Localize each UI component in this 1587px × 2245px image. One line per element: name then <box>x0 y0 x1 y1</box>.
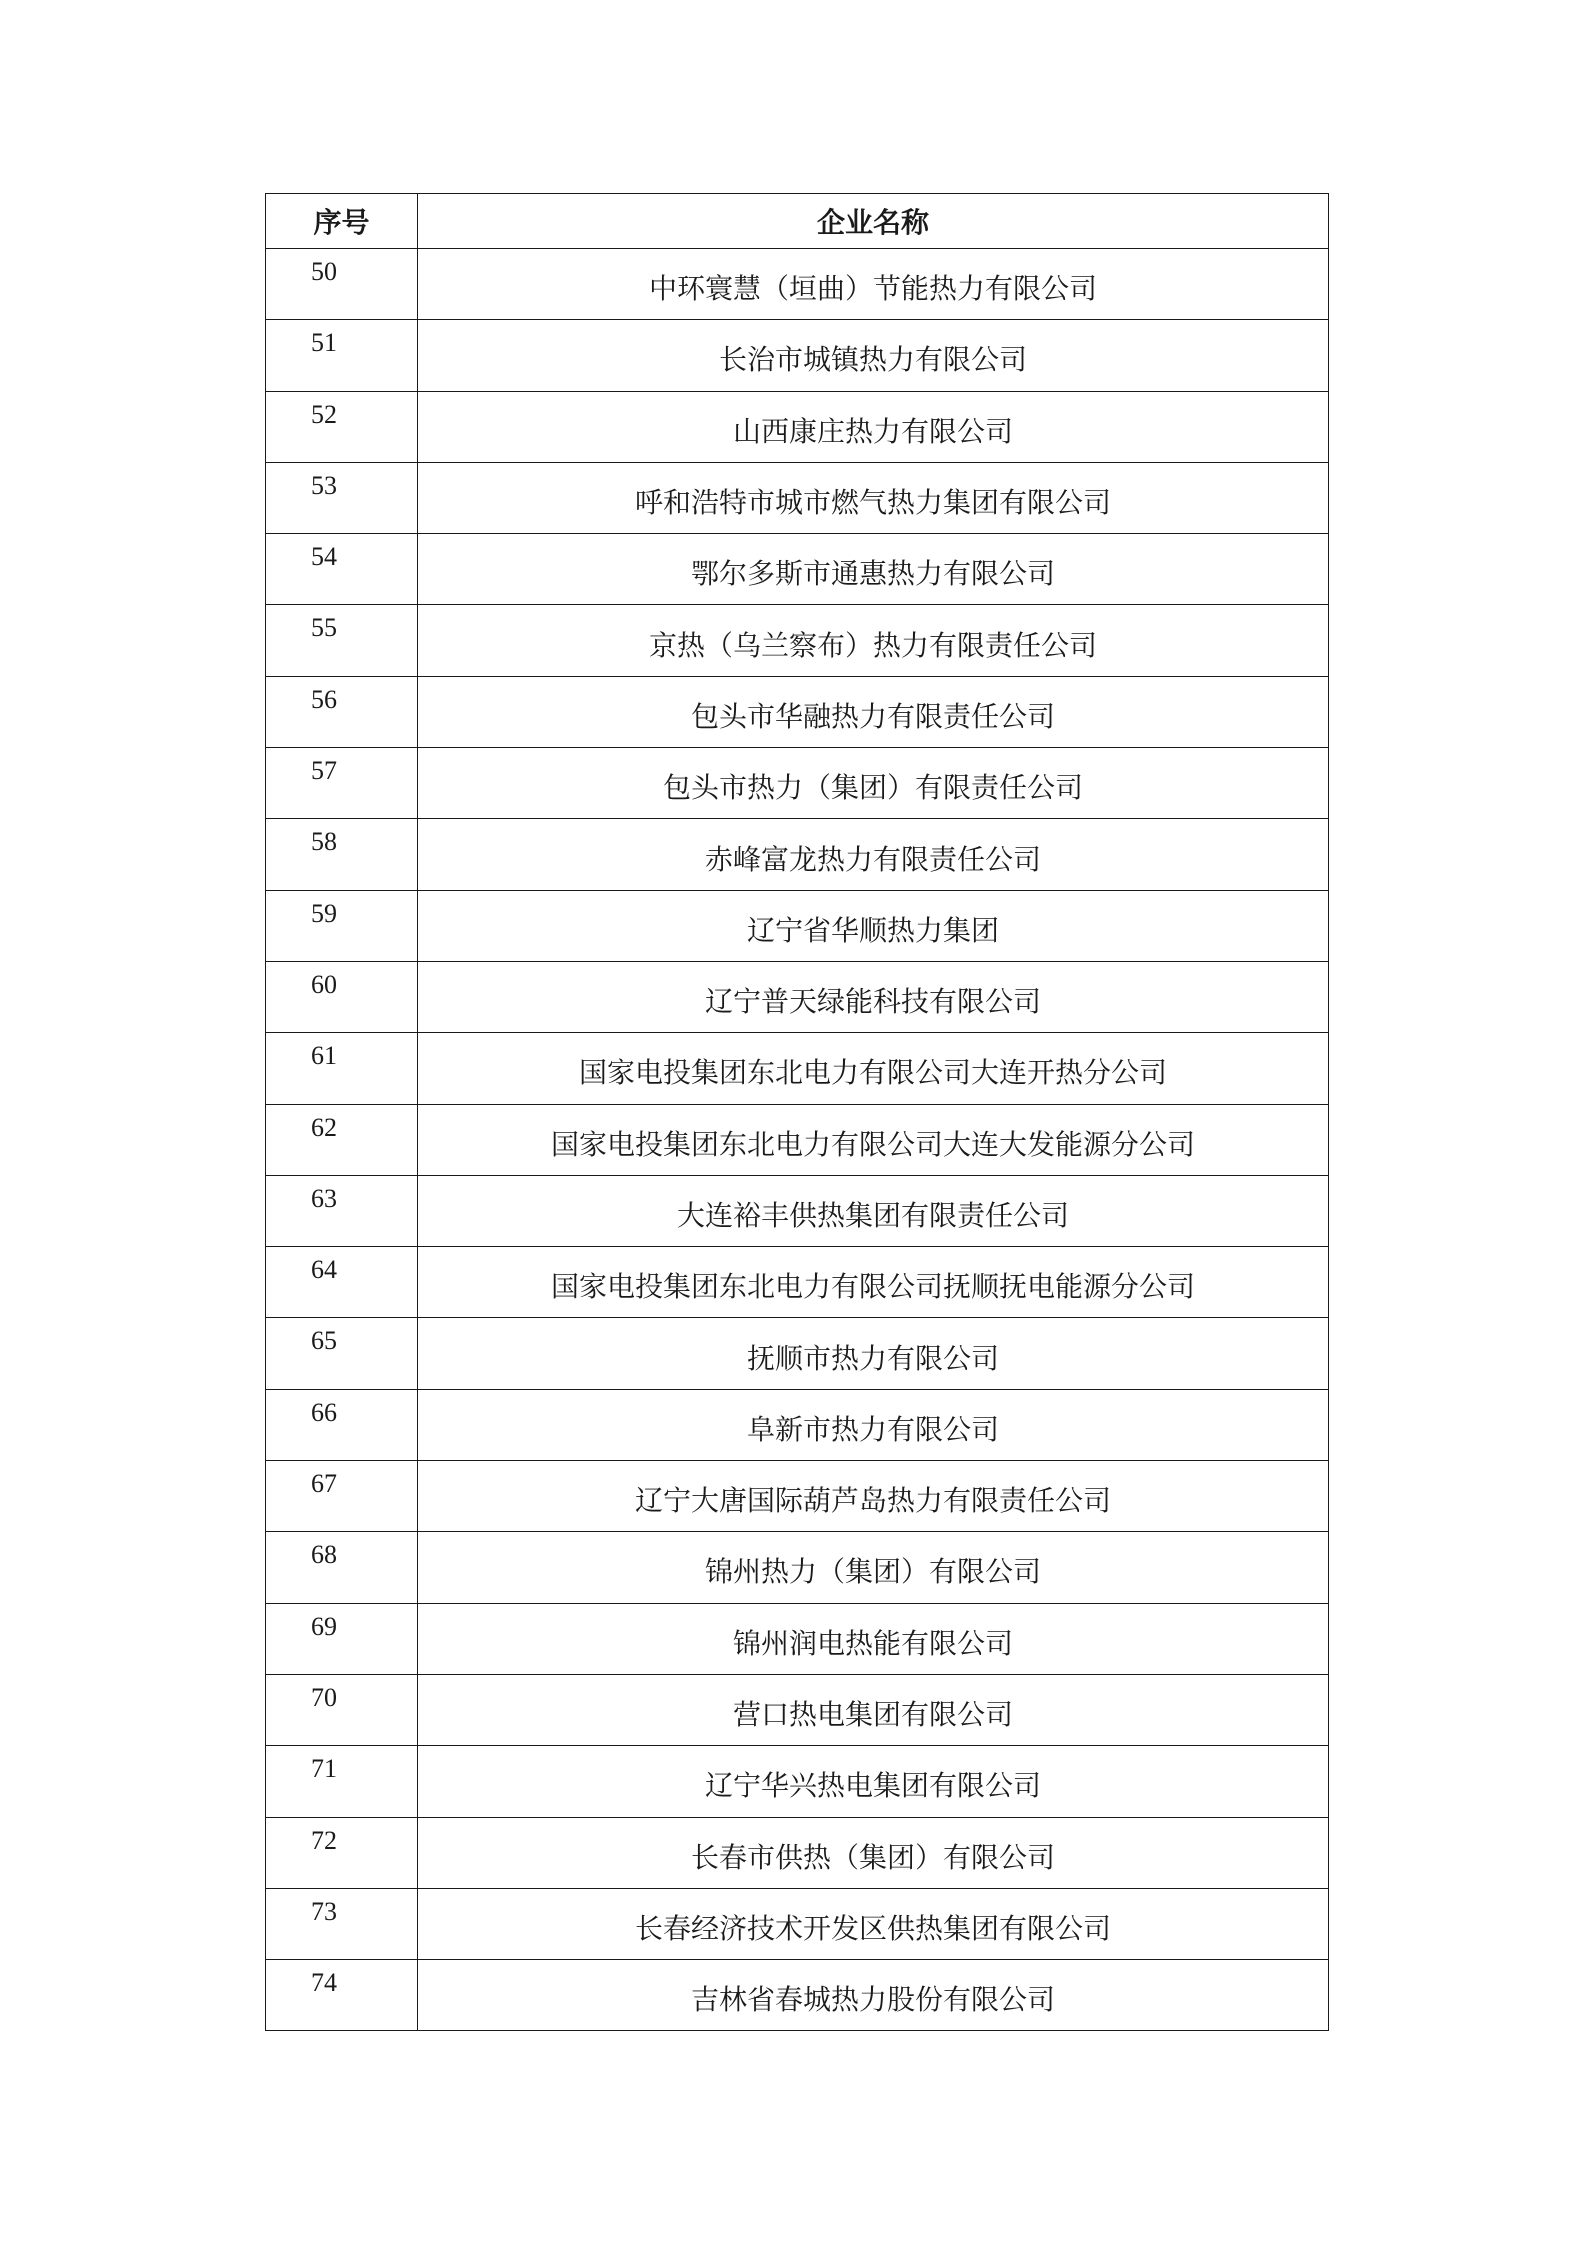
company-name: 包头市热力（集团）有限责任公司 <box>418 748 1329 819</box>
header-row <box>266 194 1329 249</box>
row-index: 52 <box>266 391 418 462</box>
company-name: 赤峰富龙热力有限责任公司 <box>418 819 1329 890</box>
table-body <box>266 249 1329 2031</box>
company-name: 呼和浩特市城市燃气热力集团有限公司 <box>418 462 1329 533</box>
table-row <box>266 1104 1329 1175</box>
company-name: 长治市城镇热力有限公司 <box>418 320 1329 391</box>
table-row <box>266 320 1329 391</box>
table-row <box>266 1960 1329 2031</box>
row-index: 51 <box>266 320 418 391</box>
row-index: 70 <box>266 1674 418 1745</box>
row-index: 74 <box>266 1960 418 2031</box>
table-row <box>266 1318 1329 1389</box>
company-name: 辽宁大唐国际葫芦岛热力有限责任公司 <box>418 1461 1329 1532</box>
table-row <box>266 1674 1329 1745</box>
row-index: 65 <box>266 1318 418 1389</box>
company-name: 京热（乌兰察布）热力有限责任公司 <box>418 605 1329 676</box>
company-name: 国家电投集团东北电力有限公司大连开热分公司 <box>418 1033 1329 1104</box>
company-name: 包头市华融热力有限责任公司 <box>418 676 1329 747</box>
company-name: 辽宁华兴热电集团有限公司 <box>418 1746 1329 1817</box>
table-row <box>266 1746 1329 1817</box>
table-row <box>266 1033 1329 1104</box>
row-index: 72 <box>266 1817 418 1888</box>
row-index: 67 <box>266 1461 418 1532</box>
table-row <box>266 605 1329 676</box>
company-name: 辽宁省华顺热力集团 <box>418 890 1329 961</box>
company-name: 辽宁普天绿能科技有限公司 <box>418 961 1329 1032</box>
header-index: 序号 <box>266 194 418 249</box>
row-index: 62 <box>266 1104 418 1175</box>
table-row <box>266 534 1329 605</box>
company-name: 中环寰慧（垣曲）节能热力有限公司 <box>418 249 1329 320</box>
row-index: 73 <box>266 1888 418 1959</box>
row-index: 58 <box>266 819 418 890</box>
row-index: 57 <box>266 748 418 819</box>
row-index: 63 <box>266 1175 418 1246</box>
row-index: 69 <box>266 1603 418 1674</box>
table-row <box>266 462 1329 533</box>
row-index: 55 <box>266 605 418 676</box>
table-row <box>266 1389 1329 1460</box>
table-row <box>266 1817 1329 1888</box>
row-index: 66 <box>266 1389 418 1460</box>
company-name: 大连裕丰供热集团有限责任公司 <box>418 1175 1329 1246</box>
table-row <box>266 748 1329 819</box>
company-name: 国家电投集团东北电力有限公司抚顺抚电能源分公司 <box>418 1247 1329 1318</box>
table-row <box>266 391 1329 462</box>
row-index: 60 <box>266 961 418 1032</box>
row-index: 59 <box>266 890 418 961</box>
company-name: 长春市供热（集团）有限公司 <box>418 1817 1329 1888</box>
row-index: 56 <box>266 676 418 747</box>
row-index: 50 <box>266 249 418 320</box>
row-index: 71 <box>266 1746 418 1817</box>
table-row <box>266 249 1329 320</box>
table-row <box>266 961 1329 1032</box>
company-name: 山西康庄热力有限公司 <box>418 391 1329 462</box>
row-index: 64 <box>266 1247 418 1318</box>
table-row <box>266 890 1329 961</box>
company-name: 锦州润电热能有限公司 <box>418 1603 1329 1674</box>
company-name: 营口热电集团有限公司 <box>418 1674 1329 1745</box>
table-row <box>266 676 1329 747</box>
table-header <box>266 194 1329 249</box>
row-index: 53 <box>266 462 418 533</box>
table-row <box>266 1532 1329 1603</box>
table-row <box>266 819 1329 890</box>
table-row <box>266 1247 1329 1318</box>
company-name: 抚顺市热力有限公司 <box>418 1318 1329 1389</box>
row-index: 54 <box>266 534 418 605</box>
table-row <box>266 1888 1329 1959</box>
table-row <box>266 1175 1329 1246</box>
table-row <box>266 1461 1329 1532</box>
company-name: 国家电投集团东北电力有限公司大连大发能源分公司 <box>418 1104 1329 1175</box>
table-row <box>266 1603 1329 1674</box>
company-name: 锦州热力（集团）有限公司 <box>418 1532 1329 1603</box>
company-name: 鄂尔多斯市通惠热力有限公司 <box>418 534 1329 605</box>
company-name: 吉林省春城热力股份有限公司 <box>418 1960 1329 2031</box>
header-company-name: 企业名称 <box>418 194 1329 249</box>
company-table <box>265 193 1329 2031</box>
company-name: 阜新市热力有限公司 <box>418 1389 1329 1460</box>
company-name: 长春经济技术开发区供热集团有限公司 <box>418 1888 1329 1959</box>
row-index: 61 <box>266 1033 418 1104</box>
row-index: 68 <box>266 1532 418 1603</box>
